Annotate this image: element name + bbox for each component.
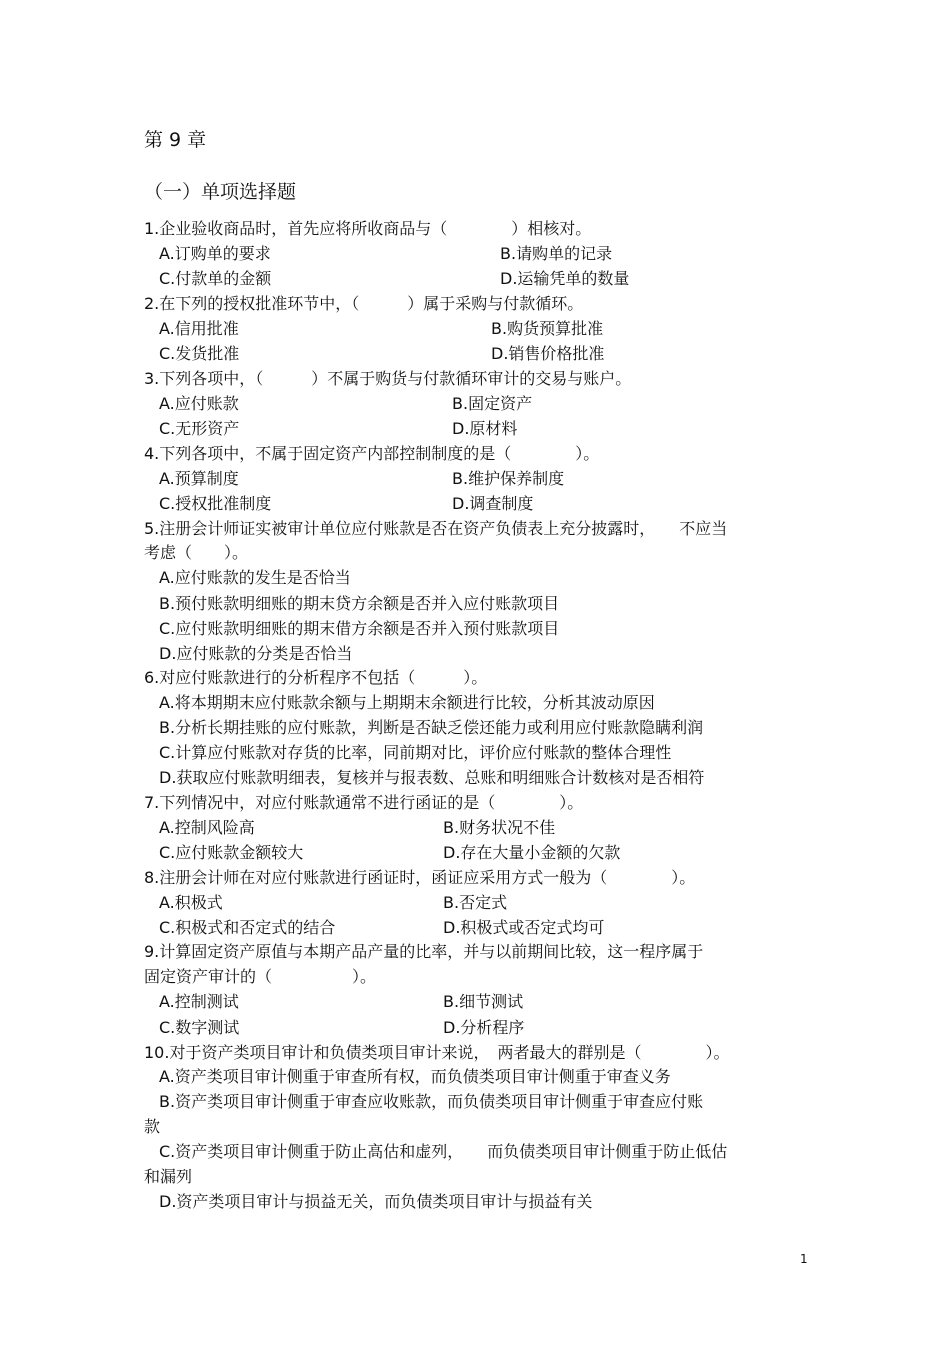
question-stem-continued: 固定资产审计的（ ）。 <box>144 967 377 986</box>
option: A.资产类项目审计侧重于审查所有权，而负债类项目审计侧重于审查义务 <box>159 1067 671 1086</box>
option: A.积极式 <box>159 893 223 912</box>
option: A.应付账款的发生是否恰当 <box>159 568 351 587</box>
option: C.应付账款明细账的期末借方余额是否并入预付账款项目 <box>159 619 560 638</box>
question-stem: 1.企业验收商品时，首先应将所收商品与（ ）相核对。 <box>144 219 592 238</box>
option: C.授权批准制度 <box>159 494 272 513</box>
option: D.运输凭单的数量 <box>500 269 630 288</box>
option: B.预付账款明细账的期末贷方余额是否并入应付账款项目 <box>159 594 560 613</box>
question-stem: 9.计算固定资产原值与本期产品产量的比率，并与以前期间比较，这一程序属于 <box>144 942 704 961</box>
question-stem: 6.对应付账款进行的分析程序不包括（ ）。 <box>144 668 488 687</box>
option: B.购货预算批准 <box>491 319 604 338</box>
page-number: 1 <box>800 1252 808 1266</box>
option: B.固定资产 <box>452 394 533 413</box>
option: C.计算应付账款对存货的比率，同前期对比，评价应付账款的整体合理性 <box>159 743 672 762</box>
option: A.将本期期末应付账款余额与上期期末余额进行比较，分析其波动原因 <box>159 693 655 712</box>
option: D.积极式或否定式均可 <box>443 918 605 937</box>
question-stem: 10.对于资产类项目审计和负债类项目审计来说， 两者最大的群别是（ ）。 <box>144 1043 730 1062</box>
question-stem-continued: 考虑（ ）。 <box>144 543 249 562</box>
option: D.资产类项目审计与损益无关，而负债类项目审计与损益有关 <box>159 1192 593 1211</box>
question-stem: 3.下列各项中，（ ）不属于购货与付款循环审计的交易与账户。 <box>144 369 632 388</box>
option: A.订购单的要求 <box>159 244 271 263</box>
option: D.存在大量小金额的欠款 <box>443 843 621 862</box>
option: B.否定式 <box>443 893 508 912</box>
option-continued: 款 <box>144 1117 161 1136</box>
option: B.资产类项目审计侧重于审查应收账款，而负债类项目审计侧重于审查应付账 <box>159 1092 704 1111</box>
option: A.信用批准 <box>159 319 239 338</box>
option: B.请购单的记录 <box>500 244 613 263</box>
option: C.数字测试 <box>159 1018 240 1037</box>
option: D.分析程序 <box>443 1018 525 1037</box>
option: B.分析长期挂账的应付账款，判断是否缺乏偿还能力或利用应付账款隐瞒利润 <box>159 718 704 737</box>
question-stem: 7.下列情况中，对应付账款通常不进行函证的是（ ）。 <box>144 793 584 812</box>
question-stem: 5.注册会计师证实被审计单位应付账款是否在资产负债表上充分披露时， 不应当 <box>144 519 728 538</box>
option: C.无形资产 <box>159 419 240 438</box>
section-title: （一）单项选择题 <box>144 181 297 203</box>
option: D.获取应付账款明细表，复核并与报表数、总账和明细账合计数核对是否相符 <box>159 768 705 787</box>
option-continued: 和漏列 <box>144 1167 193 1186</box>
option: C.应付账款金额较大 <box>159 843 304 862</box>
option: D.应付账款的分类是否恰当 <box>159 644 353 663</box>
option: C.资产类项目审计侧重于防止高估和虚列， 而负债类项目审计侧重于防止低估 <box>159 1142 728 1161</box>
option: A.应付账款 <box>159 394 239 413</box>
chapter-title: 第 9 章 <box>144 129 207 151</box>
option: B.维护保养制度 <box>452 469 565 488</box>
option: C.发货批准 <box>159 344 240 363</box>
option: D.原材料 <box>452 419 518 438</box>
question-stem: 4.下列各项中，不属于固定资产内部控制制度的是（ ）。 <box>144 444 600 463</box>
option: B.财务状况不佳 <box>443 818 556 837</box>
option: C.付款单的金额 <box>159 269 272 288</box>
option: D.销售价格批准 <box>491 344 605 363</box>
option: B.细节测试 <box>443 992 524 1011</box>
question-stem: 2.在下列的授权批准环节中，（ ）属于采购与付款循环。 <box>144 294 584 313</box>
option: D.调查制度 <box>452 494 534 513</box>
question-stem: 8.注册会计师在对应付账款进行函证时，函证应采用方式一般为（ ）。 <box>144 868 696 887</box>
option: A.控制测试 <box>159 992 239 1011</box>
option: A.控制风险高 <box>159 818 255 837</box>
option: A.预算制度 <box>159 469 239 488</box>
option: C.积极式和否定式的结合 <box>159 918 336 937</box>
